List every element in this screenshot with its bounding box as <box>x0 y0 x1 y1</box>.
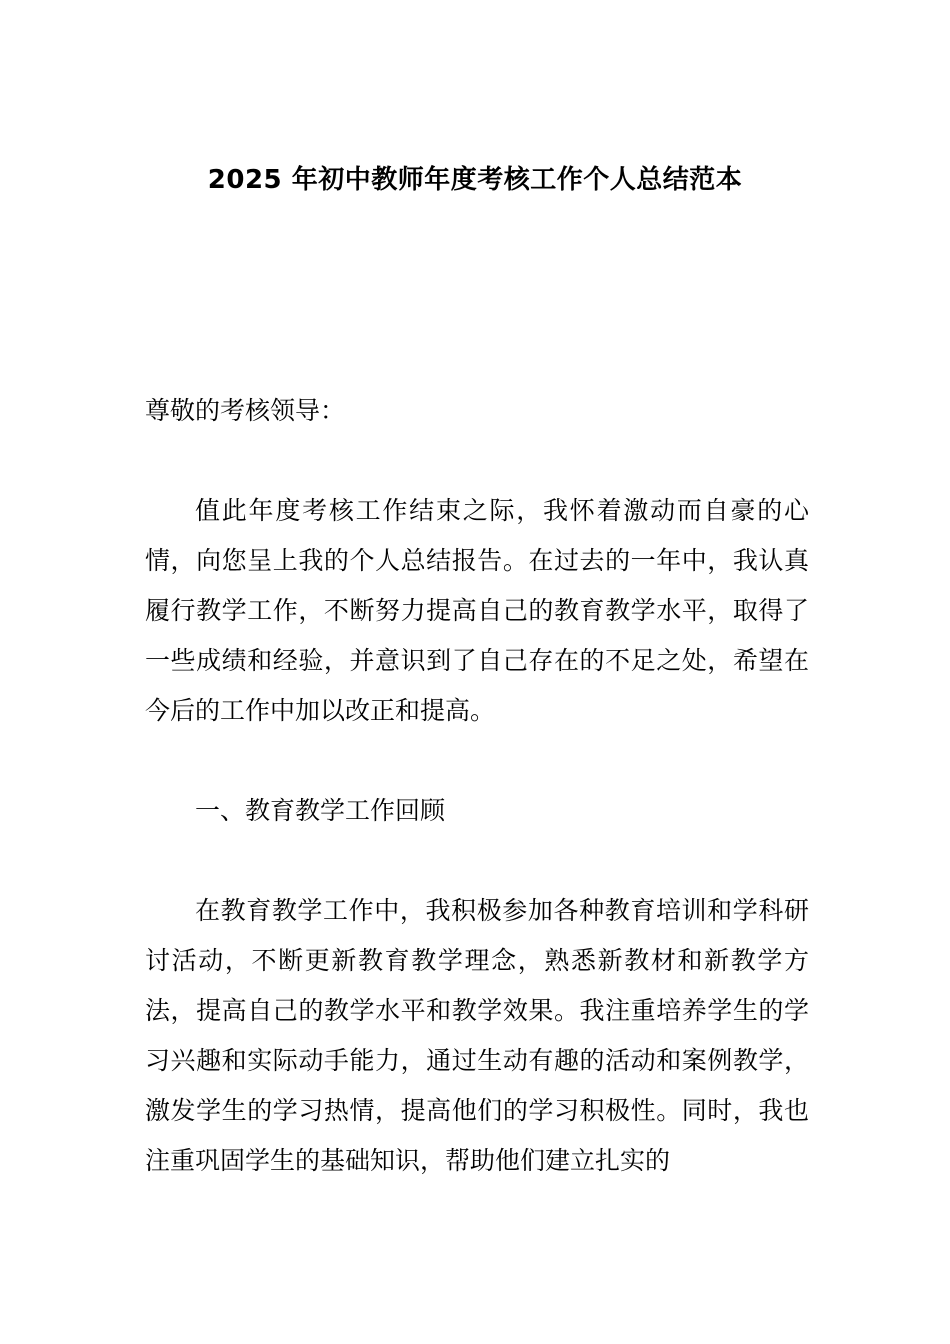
document-title: 2025 年初中教师年度考核工作个人总结范本 <box>207 165 743 195</box>
document-body <box>145 386 809 1236</box>
salutation: 尊敬的考核领导： <box>145 396 346 425</box>
section-paragraph: 在教育教学工作中，我积极参加各种教育培训和学科研讨活动，不断更新教育教学理念，熟悉新教材和新教学方法，提高自己的教学水平和教学效果。我注重培养学生的学习兴趣和实际动手能力，通过生动有趣的活动和案例教学，激发学生的学习热情，提高他们的学习积极性。同时，我也注重巩固学生的基础知识，帮助他们建立扎实的 <box>145 896 809 1175</box>
intro-paragraph: 值此年度考核工作结束之际，我怀着激动而自豪的心情，向您呈上我的个人总结报告。在过去的一年中，我认真履行教学工作，不断努力提高自己的教育教学水平，取得了一些成绩和经验，并意识到了自己存在的不足之处，希望在今后的工作中加以改正和提高。 <box>145 496 809 725</box>
section-heading: 一、教育教学工作回顾 <box>195 796 446 825</box>
